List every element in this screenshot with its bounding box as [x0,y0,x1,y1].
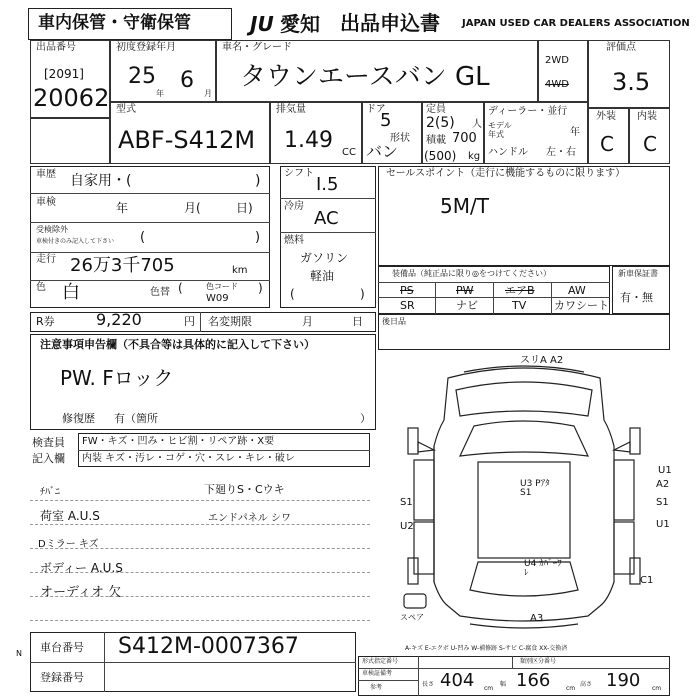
shift-value: I.5 [316,174,339,195]
height-label: 高さ [580,681,593,688]
first-reg-month: 6 [180,68,194,93]
sales-point-label: セールスポイント（走行に機能するものに限ります） [386,168,626,179]
side-mark: N [16,649,22,658]
length-label: 長さ [422,681,435,688]
history-value: 自家用・( [70,173,132,189]
lot-label: 出品番号 [36,42,76,53]
inspector-note-1: ﾁﾊﾞﾆ [40,487,60,498]
diagram-right-mark-4: U1 [656,519,670,530]
fuel-label: 燃料 [284,235,304,246]
width-label: 幅 [500,681,507,688]
displacement-unit: CC [342,147,356,158]
doors-value: 5 [380,110,392,131]
storage-notice: 車内保管・守衛保管 [38,13,191,33]
int-value: C [643,132,657,156]
fuel-close: ) [360,287,365,301]
mileage-label: 走行 [36,254,56,265]
equip-tv: TV [512,299,527,312]
equip-seat: カワシート [554,299,609,312]
length-unit: cm [484,685,494,692]
inspector-label-2: 記入欄 [32,452,65,465]
new-warranty-label: 新車保証書 [618,269,658,278]
drive-4wd: 4WD [545,79,569,90]
ticket-unit: 円 [184,315,195,328]
color-label: 色 [36,282,46,293]
first-reg-month-unit: 月 [204,89,212,98]
model-value: ABF-S412M [118,126,256,154]
year-unit: 年 [570,127,580,138]
handle-label: ハンドル [488,147,528,158]
shift-label: シフト [284,168,314,179]
doors-label: ドア [366,104,386,115]
shape-label: 形状 [390,133,410,144]
inspection-day: 日) [236,201,253,215]
equipment-label: 装備品（純正品に限り◎をつけてください） [392,269,551,278]
document-title: 出品申込書 [340,11,440,35]
model-label: 型式 [116,104,136,115]
capacity-unit: 人 [472,119,482,130]
lot-lower-cell [30,118,110,164]
load-sub: (500) [424,149,457,163]
chassis-value: S412M-0007367 [118,634,299,659]
year-label: 年式 [488,130,504,139]
notes-value: PW. Fロック [60,366,174,390]
history-label: 車歴 [36,169,56,180]
fuel-gas: ガソリン [300,251,349,265]
first-reg-label: 初度登録年月 [116,42,176,53]
diagram-spare-label: スペア [400,613,424,622]
reg-cert-label: 車検証備考 [362,670,393,677]
load-label: 積載 [426,135,446,146]
type-cert-label: 形式指定番号 [362,658,399,665]
inspector-ext-line: FW・キズ・凹み・ヒビ割・リペア跡・X要 [82,436,275,447]
ac-value: AC [314,208,339,229]
ac-label: 冷房 [284,201,304,212]
equip-aw: AW [568,284,586,297]
inspector-note-5: Dミラー キズ [38,539,99,550]
type-cert-label-2: 類別区分番号 [520,658,557,665]
inspection-month: 月( [184,201,201,215]
fuel-open: ( [290,287,295,301]
after-items-label: 後日品 [382,317,406,326]
first-reg-year: 25 [128,64,156,89]
grade-label: 評価点 [606,42,636,53]
diagram-right-mark-1: U1 [658,465,672,476]
name-change-label: 名変期限 [208,315,252,328]
equip-navi: ナビ [456,299,478,312]
new-warranty-value: 有・無 [620,291,653,304]
color-change-close: ) [258,281,263,295]
color-code-label: 色コード [206,282,238,291]
inspection-year: 年 [116,201,129,215]
load-value: 700 [452,131,477,146]
ticket-value: 9,220 [96,310,142,329]
inspector-int-line: 内装 キズ・汚レ・コゲ・穴・スレ・キレ・破レ [82,453,295,464]
recycle-close: ) [255,230,261,245]
mileage-value: 26万3千705 [70,255,175,276]
ext-value: C [600,132,614,156]
inspector-note-2: 下廻りS・Cウキ [204,483,285,496]
after-items-frame [378,314,670,350]
color-change-open: ( [178,281,183,295]
lot-number: 20062 [33,84,110,112]
equip-sr: SR [400,299,415,312]
inspector-label-1: 検査員 [32,436,65,449]
width-unit: cm [566,685,576,692]
color-change-label: 色替 [150,287,170,298]
recycle-label: 受検除外 [36,225,68,234]
model-year-label: モデル [488,121,512,130]
lot-bracket: [2091] [44,67,84,81]
repair-label: 修復歴 [62,412,95,425]
first-reg-year-unit: 年 [156,89,164,98]
note-label: 参考 [370,684,383,691]
diagram-rear-marks: U4 ｶﾊﾞｰﾜﾚ [524,559,562,578]
reg-number-label: 登録番号 [40,671,84,684]
color-value: 白 [62,282,80,303]
repair-value: 有（箇所 [114,412,158,425]
recycle-open: ( [140,230,146,245]
sales-point-value: 5M/T [440,194,489,218]
displacement-label: 排気量 [276,104,306,115]
int-label: 内装 [637,111,657,122]
history-close: ) [255,173,261,189]
car-name-value: タウンエースバン GL [240,62,490,92]
recycle-note: 車検付きのみ記入して下さい [36,238,115,245]
diagram-bottom-mark: A3 [530,613,544,624]
recycle-ticket-frame [30,312,376,332]
capacity-label: 定員 [426,104,446,115]
drive-cell [538,40,588,102]
height-unit: cm [652,685,662,692]
diagram-left-mark-2: U2 [400,521,414,532]
association-name: JAPAN USED CAR DEALERS ASSOCIATION [462,18,690,29]
repair-close: ） [360,412,371,425]
displacement-value: 1.49 [284,128,333,153]
ticket-label: R券 [36,315,55,328]
chassis-label: 車台番号 [40,641,84,654]
handle-value: 左・右 [546,147,576,158]
inspector-note-6: ボディー A.U.S [40,561,123,575]
damage-legend: A-キズ E-エクボ U-凹み W-補修跡 S-サビ C-腐食 XX-交換済 [405,645,568,652]
equip-pw: PW [456,284,474,297]
capacity-value: 2(5) [426,115,455,131]
diagram-top-marks: スリA A2 [520,355,564,366]
shape-value: バン [366,142,399,161]
width-value: 166 [516,670,551,691]
notes-label: 注意事項申告欄（不具合等は具体的に記入して下さい） [40,338,315,351]
org-name: 愛知 [280,12,320,36]
inspector-note-7: オーディオ 欠 [40,585,122,600]
sales-point-frame [378,166,670,266]
height-value: 190 [606,670,641,691]
drive-2wd: 2WD [545,55,569,66]
diagram-left-mark-1: S1 [400,497,413,508]
name-change-day: 日 [352,315,363,328]
grade-value: 3.5 [612,68,651,96]
fuel-diesel: 軽油 [310,269,335,283]
inspection-label: 車検 [36,197,56,208]
color-code-value: W09 [206,293,229,304]
mileage-unit: km [232,265,248,276]
diagram-right-mark-2: A2 [656,479,670,490]
name-change-month: 月 [302,315,313,328]
inspector-note-4: エンドパネル シワ [208,513,291,524]
diagram-roof-marks: U3 Pｱﾀ S1 [520,479,550,498]
load-unit: kg [468,151,481,162]
length-value: 404 [440,670,475,691]
equip-ps: PS [400,284,414,297]
car-name-label: 車名・グレード [222,42,292,53]
diagram-right-mark-3: S1 [656,497,669,508]
ext-label: 外装 [596,111,616,122]
equip-airbag: エアB [505,284,535,297]
ju-logo: JU [250,12,274,36]
inspector-note-3: 荷室 A.U.S [40,509,100,523]
dealer-label: ディーラー・並行 [488,106,568,117]
diagram-right-rear-mark: C1 [640,575,654,586]
